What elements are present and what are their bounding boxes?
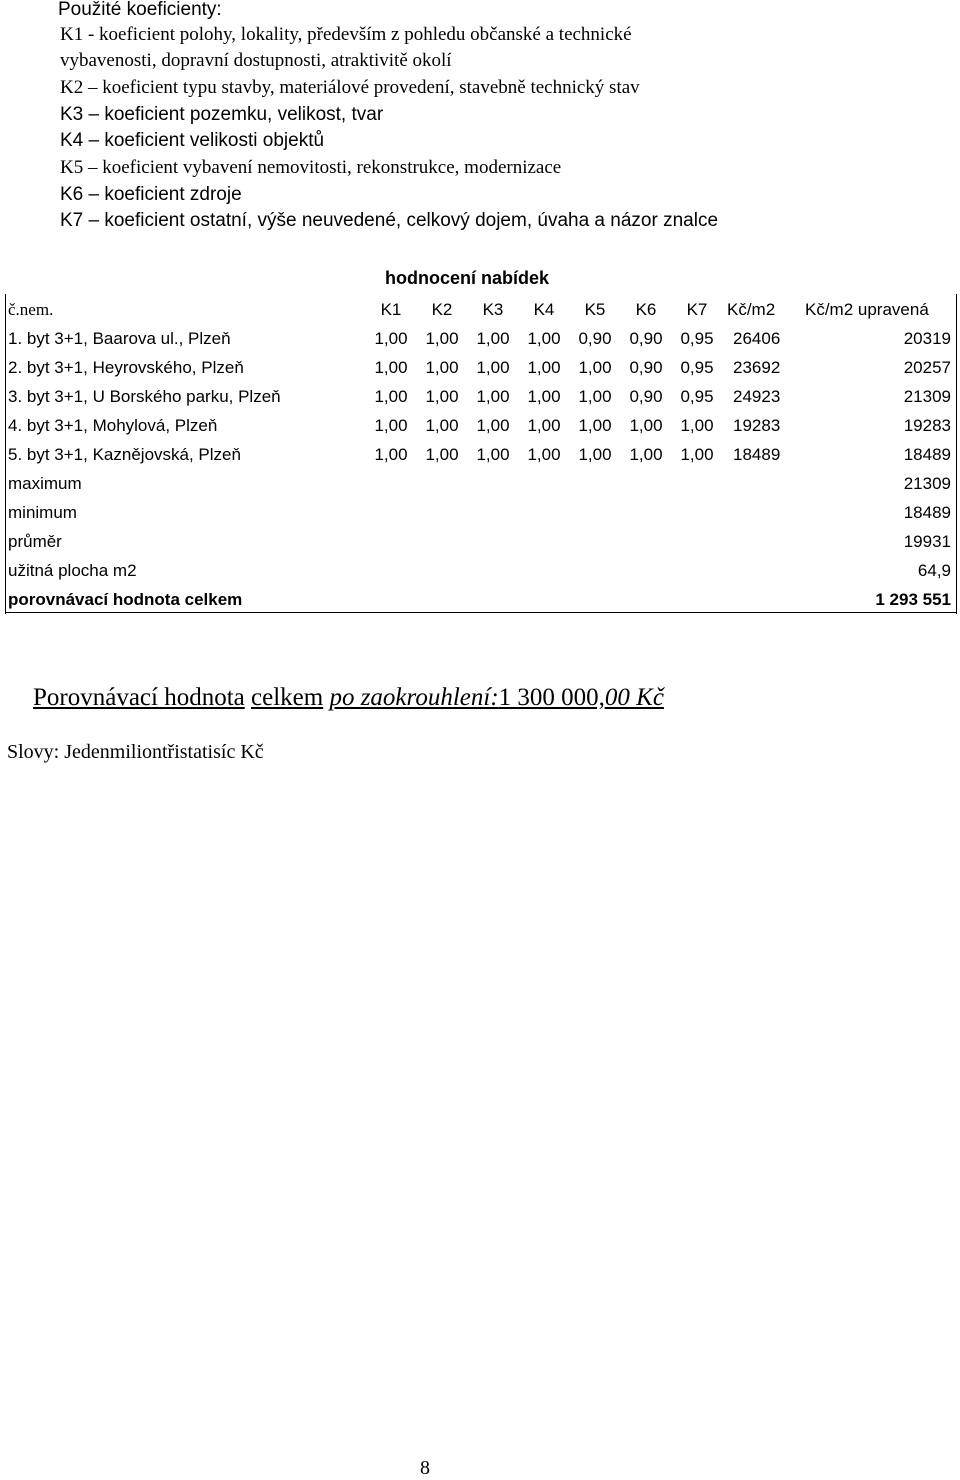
summary-label: užitná plocha m2	[8, 561, 137, 580]
coefficient-line-k3: K3 – koeficient pozemku, velikost, tvar	[60, 104, 384, 125]
total-part-1: Porovnávací hodnota	[33, 684, 245, 711]
cell-k6: 0,90	[629, 358, 663, 377]
header-k7: K7	[686, 300, 708, 319]
coefficient-line-k1: K1 - koeficient polohy, lokality, především z pohledu občanské a technické	[60, 24, 632, 45]
cell-k5: 1,00	[578, 445, 612, 464]
table-row	[5, 445, 957, 474]
cell-k1: 1,00	[374, 416, 408, 435]
table-heading: hodnocení nabídek	[385, 268, 550, 288]
cell-k3: 1,00	[476, 387, 510, 406]
cell-k4: 1,00	[527, 329, 561, 348]
cell-kc-m2-adjusted: 20319	[903, 329, 951, 348]
summary-value: 64,9	[917, 561, 951, 580]
summary-row-maximum	[5, 474, 957, 503]
cell-k1: 1,00	[374, 387, 408, 406]
cell-k7: 1,00	[680, 445, 714, 464]
summary-value: 21309	[903, 474, 951, 493]
header-k6: K6	[635, 300, 657, 319]
row-label: 3. byt 3+1, U Borského parku, Plzeň	[8, 387, 281, 406]
cell-kc-m2: 23692	[733, 358, 781, 377]
header-kc-m2: Kč/m2	[727, 300, 776, 319]
cell-k7: 0,95	[680, 387, 714, 406]
table-row	[5, 416, 957, 445]
cell-kc-m2: 24923	[733, 387, 781, 406]
cell-k4: 1,00	[527, 387, 561, 406]
coefficient-line-k1-cont: vybavenosti, dopravní dostupnosti, atraktivitě okolí	[60, 50, 452, 71]
cell-k3: 1,00	[476, 329, 510, 348]
total-part-4: 1 300 000,	[498, 684, 605, 711]
cell-k2: 1,00	[425, 416, 459, 435]
total-part-2: celkem	[251, 684, 324, 711]
summary-value: 18489	[903, 503, 951, 522]
summary-row-average	[5, 532, 957, 561]
cell-k2: 1,00	[425, 358, 459, 377]
total-part-3: po zaokrouhlení:	[329, 684, 499, 711]
header-kc-m2-adjusted: Kč/m2 upravená	[805, 300, 929, 319]
cell-k2: 1,00	[425, 387, 459, 406]
summary-row-floor-area	[5, 561, 957, 590]
row-label: 4. byt 3+1, Mohylová, Plzeň	[8, 416, 218, 435]
coefficient-line-k5: K5 – koeficient vybavení nemovitosti, rekonstrukce, modernizace	[60, 157, 562, 178]
summary-row-minimum	[5, 503, 957, 532]
cell-k7: 1,00	[680, 416, 714, 435]
table-row	[5, 329, 957, 358]
table-bottom-rule	[5, 612, 957, 613]
cell-k6: 0,90	[629, 387, 663, 406]
cell-k7: 0,95	[680, 329, 714, 348]
cell-k2: 1,00	[425, 329, 459, 348]
coefficient-line-k4: K4 – koeficient velikosti objektů	[60, 130, 325, 151]
header-k1: K1	[380, 300, 402, 319]
cell-k6: 0,90	[629, 329, 663, 348]
cell-k1: 1,00	[374, 329, 408, 348]
cell-k1: 1,00	[374, 358, 408, 377]
table-row	[5, 387, 957, 416]
cell-k3: 1,00	[476, 445, 510, 464]
summary-value: 19931	[903, 532, 951, 551]
cell-k3: 1,00	[476, 358, 510, 377]
cell-k5: 1,00	[578, 416, 612, 435]
table-header-row	[5, 300, 957, 329]
coefficient-line-k7: K7 – koeficient ostatní, výše neuvedené, celkový dojem, úvaha a názor znalce	[60, 210, 719, 231]
cell-kc-m2-adjusted: 19283	[903, 416, 951, 435]
cell-k7: 0,95	[680, 358, 714, 377]
cell-kc-m2: 18489	[733, 445, 781, 464]
row-label: 1. byt 3+1, Baarova ul., Plzeň	[8, 329, 231, 348]
cell-kc-m2: 26406	[733, 329, 781, 348]
header-k4: K4	[533, 300, 555, 319]
cell-k4: 1,00	[527, 358, 561, 377]
row-label: 5. byt 3+1, Kaznějovská, Plzeň	[8, 445, 241, 464]
cell-k6: 1,00	[629, 445, 663, 464]
header-k5: K5	[584, 300, 606, 319]
summary-label: průměr	[8, 532, 62, 551]
cell-k3: 1,00	[476, 416, 510, 435]
table-row	[5, 358, 957, 387]
cell-kc-m2: 19283	[733, 416, 781, 435]
cell-kc-m2-adjusted: 18489	[903, 445, 951, 464]
page-number: 8	[420, 1457, 430, 1479]
summary-label: minimum	[8, 503, 77, 522]
cell-k5: 1,00	[578, 387, 612, 406]
total-part-5: 00 Kč	[604, 684, 664, 711]
amount-in-words: Slovy: Jedenmiliontřistatisíc Kč	[7, 741, 264, 763]
row-label: 2. byt 3+1, Heyrovského, Plzeň	[8, 358, 244, 377]
coefficients-title: Použité koeficienty:	[58, 0, 222, 20]
header-k2: K2	[431, 300, 453, 319]
coefficient-line-k6: K6 – koeficient zdroje	[60, 184, 242, 205]
cell-k1: 1,00	[374, 445, 408, 464]
cell-k4: 1,00	[527, 445, 561, 464]
cell-k5: 0,90	[578, 329, 612, 348]
header-k3: K3	[482, 300, 504, 319]
cell-kc-m2-adjusted: 21309	[903, 387, 951, 406]
rounded-total	[33, 684, 664, 712]
cell-kc-m2-adjusted: 20257	[903, 358, 951, 377]
cell-k6: 1,00	[629, 416, 663, 435]
summary-value: 1 293 551	[875, 590, 951, 609]
summary-label: maximum	[8, 474, 82, 493]
cell-k4: 1,00	[527, 416, 561, 435]
summary-label: porovnávací hodnota celkem	[8, 590, 243, 609]
cell-k2: 1,00	[425, 445, 459, 464]
coefficient-line-k2: K2 – koeficient typu stavby, materiálové provedení, stavebně technický stav	[60, 77, 640, 98]
cell-k5: 1,00	[578, 358, 612, 377]
header-cnem: č.nem.	[8, 300, 54, 319]
summary-row-total	[5, 590, 957, 619]
